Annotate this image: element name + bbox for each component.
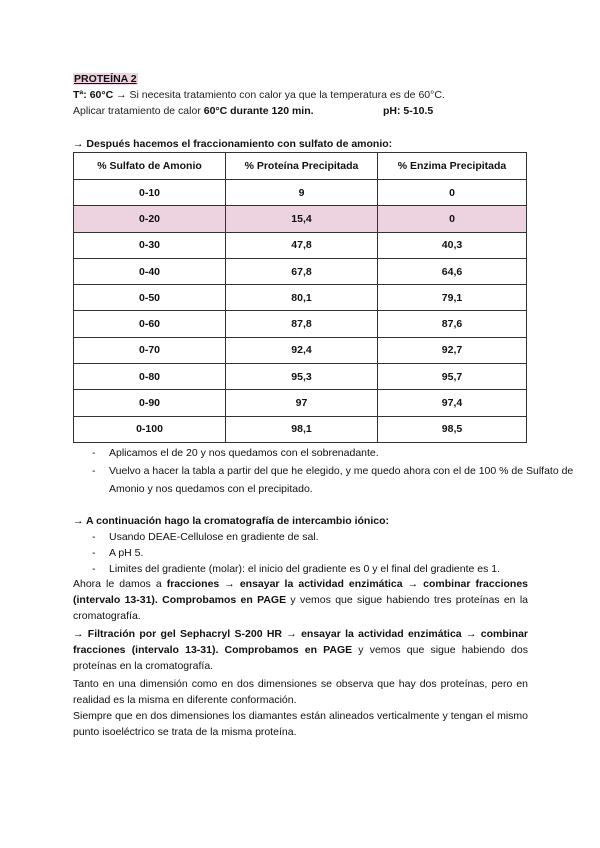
paragraph-diamonds: Siempre que en dos dimensiones los diamantes están alineados verticalmente y tengan el mismo punto isoeléctrico se trata de la misma proteína. [73, 710, 528, 738]
chromatography-heading: → A continuación hago la cromatografía de intercambio iónico: [73, 515, 390, 527]
table-cell: 80,1 [226, 285, 378, 311]
table-row [74, 390, 527, 416]
treatment-line [73, 104, 528, 118]
list-item-text: Usando DEAE-Cellulose en gradiente de sal. [109, 531, 319, 543]
table-cell: 0-90 [74, 390, 226, 416]
list-item-text: A pH 5. [109, 547, 144, 559]
table-row [74, 416, 527, 442]
table-header-cell: % Proteína Precipitada [226, 153, 378, 180]
table-row [74, 180, 527, 206]
section-title: PROTEÍNA 2 [74, 73, 137, 85]
table-row-highlighted [74, 206, 527, 232]
table-cell: 0-20 [74, 206, 226, 232]
dash-bullet-icon: - [92, 563, 96, 575]
table-cell: 9 [226, 180, 378, 206]
table-row [74, 285, 527, 311]
table-row [74, 311, 527, 337]
table-cell: 0 [378, 206, 527, 232]
para-text: y vemos que sigue habiendo tres proteínas en la cromatografía. [73, 594, 528, 622]
temperature-line [73, 88, 445, 102]
temp-value: 60°C [89, 89, 114, 101]
list-item-text: Vuelvo a hacer la tabla a partir del que he elegido, y me quedo ahora con el de 100 % de Sulfato de [109, 465, 574, 477]
temp-label: Tª: [73, 89, 87, 101]
table-header-row [74, 153, 527, 180]
treatment-prefix: Aplicar tratamiento de calor [73, 105, 201, 117]
table-cell: 67,8 [226, 258, 378, 284]
table-cell: 0-70 [74, 337, 226, 363]
para-text: Ahora le damos a [73, 578, 162, 590]
dash-bullet-icon: - [92, 531, 96, 543]
table-cell: 98,1 [226, 416, 378, 442]
arrow-icon: → [116, 89, 127, 101]
table-cell: 92,7 [378, 337, 527, 363]
para-bold-text: → Filtración por gel Sephacryl S-200 HR → ensayar la actividad enzimática → combinar fracciones [73, 628, 528, 656]
fractionation-heading: → Después hacemos el fraccionamiento con sulfato de amonio: [73, 138, 393, 150]
table-cell: 95,3 [226, 364, 378, 390]
dash-bullet-icon: - [92, 447, 96, 459]
table-cell: 0-80 [74, 364, 226, 390]
section-title-line [73, 72, 138, 86]
table-cell: 0 [378, 180, 527, 206]
para-bold-text: (intervalo 13-31). Comprobamos en PAGE [131, 644, 353, 656]
table-cell: 47,8 [226, 232, 378, 258]
para-bold-text: fracciones → ensayar la actividad enzimática → combinar fracciones (intervalo [73, 578, 528, 606]
paragraph-fractions [73, 576, 528, 624]
list-item-text: Aplicamos el de 20 y nos quedamos con el sobrenadante. [109, 447, 379, 459]
table-cell: 92,4 [226, 337, 378, 363]
table-cell: 0-50 [74, 285, 226, 311]
table-cell: 97 [226, 390, 378, 416]
table-cell: 79,1 [378, 285, 527, 311]
para-text: y vemos que sigue habiendo dos proteínas en la cromatografía. [73, 644, 528, 672]
table-cell: 0-100 [74, 416, 226, 442]
table-cell: 97,4 [378, 390, 527, 416]
fractionation-table [73, 152, 527, 443]
table-cell: 0-30 [74, 232, 226, 258]
table-row [74, 337, 527, 363]
dash-bullet-icon: - [92, 547, 96, 559]
table-cell: 15,4 [226, 206, 378, 232]
table-cell: 0-10 [74, 180, 226, 206]
treatment-value: 60°C durante 120 min. [203, 105, 314, 117]
para-bold-text: 13-31). Comprobamos en PAGE [124, 594, 287, 606]
table-cell: 95,7 [378, 364, 527, 390]
table-cell: 87,8 [226, 311, 378, 337]
table-row [74, 364, 527, 390]
ph-range: pH: 5-10.5 [383, 105, 434, 117]
list-item-text: Limites del gradiente (molar): el inicio del gradiente es 0 y el final del gradiente es 1. [109, 563, 501, 575]
table-header-cell: % Sulfato de Amonio [74, 153, 226, 180]
paragraph-dimensions: Tanto en una dimensión como en dos dimensiones se observa que hay dos proteínas, pero en realidad es la misma en diferente conformación. [73, 678, 528, 706]
table-row [74, 232, 527, 258]
table-row [74, 258, 527, 284]
table-cell: 98,5 [378, 416, 527, 442]
table-cell: 40,3 [378, 232, 527, 258]
list-item-text: Amonio y nos quedamos con el precipitado. [109, 483, 313, 495]
table-cell: 64,6 [378, 258, 527, 284]
temp-note: Si necesita tratamiento con calor ya que la temperatura es de 60°C. [129, 89, 445, 101]
dash-bullet-icon: - [92, 465, 96, 477]
table-cell: 87,6 [378, 311, 527, 337]
table-header-cell: % Enzima Precipitada [378, 153, 527, 180]
paragraph-gel-filtration [73, 626, 528, 674]
table-cell: 0-40 [74, 258, 226, 284]
table-cell: 0-60 [74, 311, 226, 337]
